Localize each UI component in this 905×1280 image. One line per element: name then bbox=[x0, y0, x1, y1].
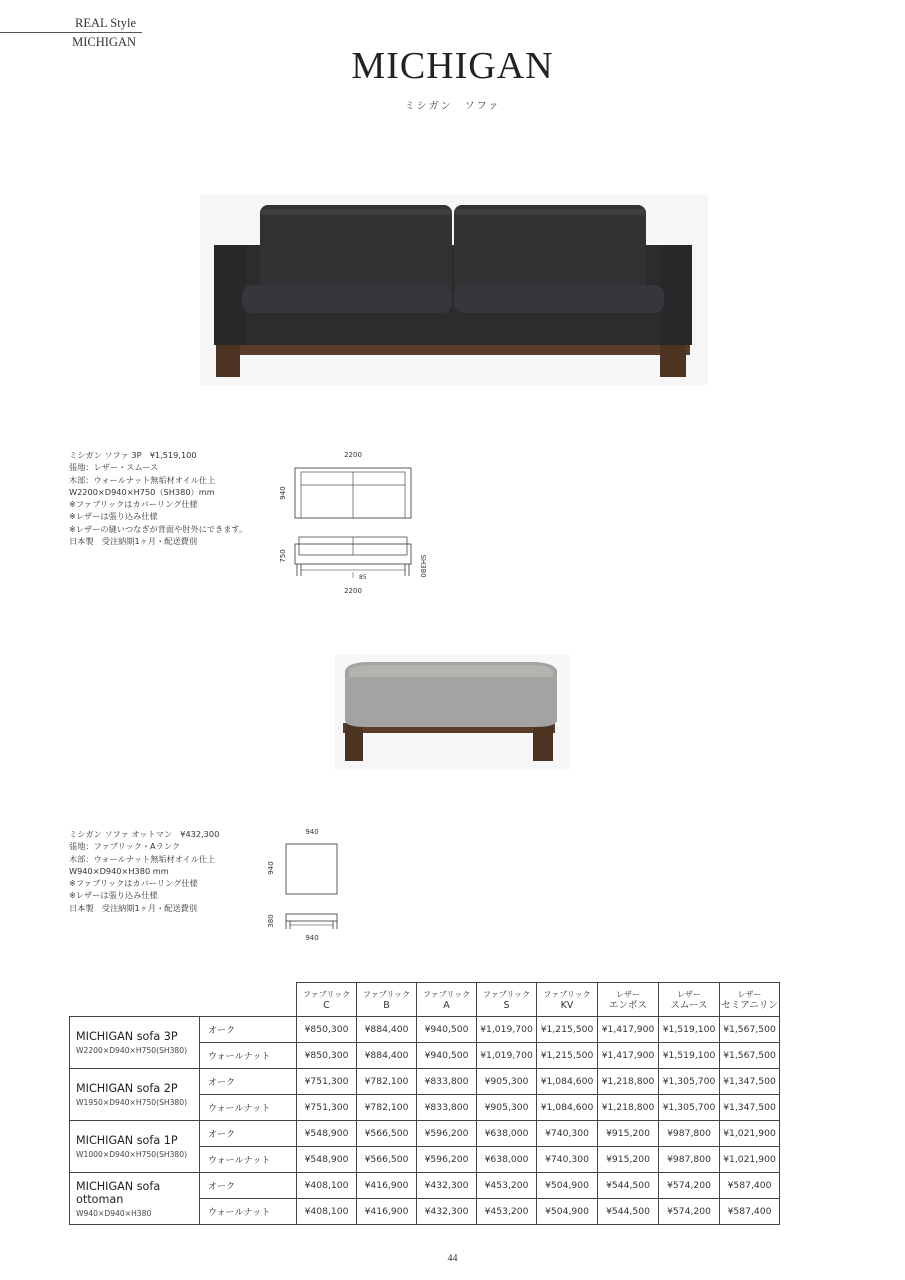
sofa-back-cushion-left bbox=[260, 205, 452, 291]
sofa-top-depth-label: 940 bbox=[279, 486, 287, 500]
wood-type-cell: ウォールナット bbox=[200, 1043, 297, 1069]
price-cell: ¥1,305,700 bbox=[659, 1069, 720, 1095]
price-table bbox=[69, 982, 780, 1225]
price-cell: ¥566,500 bbox=[357, 1147, 417, 1173]
page-title: MICHIGAN bbox=[351, 45, 554, 87]
price-cell: ¥850,300 bbox=[297, 1017, 357, 1043]
price-table-header-row bbox=[70, 983, 780, 1017]
price-cell: ¥1,417,900 bbox=[598, 1017, 659, 1043]
ottoman-top-width-label: 940 bbox=[305, 828, 319, 836]
price-cell: ¥782,100 bbox=[357, 1095, 417, 1121]
price-cell: ¥740,300 bbox=[537, 1121, 598, 1147]
price-cell: ¥566,500 bbox=[357, 1121, 417, 1147]
price-cell: ¥833,800 bbox=[417, 1069, 477, 1095]
price-cell: ¥548,900 bbox=[297, 1147, 357, 1173]
price-cell: ¥1,417,900 bbox=[598, 1043, 659, 1069]
price-cell: ¥1,567,500 bbox=[720, 1043, 780, 1069]
sofa-seat-cushion-left bbox=[242, 285, 452, 313]
ottoman-front-width-label: 940 bbox=[305, 934, 319, 942]
price-cell: ¥1,215,500 bbox=[537, 1017, 598, 1043]
price-cell: ¥1,519,100 bbox=[659, 1017, 720, 1043]
sofa-spec-line: 木部：ウォールナット無垢材オイル仕上 bbox=[69, 474, 216, 485]
price-cell: ¥574,200 bbox=[659, 1173, 720, 1199]
sofa-leg-left bbox=[216, 343, 240, 377]
wood-type-cell: オーク bbox=[200, 1069, 297, 1095]
model-name: MICHIGAN sofa 3P bbox=[76, 1030, 178, 1043]
price-cell: ¥782,100 bbox=[357, 1069, 417, 1095]
model-name: MICHIGAN sofa ottoman bbox=[76, 1179, 161, 1206]
column-header: レザー エンボス bbox=[598, 983, 659, 1017]
model-name: MICHIGAN sofa 1P bbox=[76, 1134, 178, 1147]
sofa-leg-right bbox=[660, 343, 686, 377]
page-subtitle: ミシガン ソファ bbox=[404, 101, 501, 112]
sofa-front-width-label: 2200 bbox=[344, 587, 362, 595]
ottoman-spec-line: ※ファブリックはカバーリング仕様 bbox=[69, 878, 198, 889]
price-cell: ¥596,200 bbox=[417, 1147, 477, 1173]
table-row bbox=[70, 1069, 780, 1095]
brand-line-1: REAL Style bbox=[75, 16, 136, 30]
price-cell: ¥987,800 bbox=[659, 1121, 720, 1147]
price-cell: ¥905,300 bbox=[477, 1069, 537, 1095]
price-cell: ¥1,218,800 bbox=[598, 1095, 659, 1121]
model-size: W2200×D940×H750(SH380) bbox=[76, 1046, 188, 1055]
price-cell: ¥432,300 bbox=[417, 1199, 477, 1225]
price-cell: ¥987,800 bbox=[659, 1147, 720, 1173]
price-cell: ¥1,019,700 bbox=[477, 1017, 537, 1043]
price-cell: ¥408,100 bbox=[297, 1199, 357, 1225]
price-cell: ¥915,200 bbox=[598, 1147, 659, 1173]
brand-divider bbox=[0, 32, 142, 33]
price-cell: ¥1,084,600 bbox=[537, 1095, 598, 1121]
ottoman-spec-line: 張地：ファブリック・Aランク bbox=[69, 841, 181, 852]
price-cell: ¥884,400 bbox=[357, 1043, 417, 1069]
wood-type-cell: ウォールナット bbox=[200, 1147, 297, 1173]
column-header: ファブリック B bbox=[357, 983, 417, 1017]
price-cell: ¥574,200 bbox=[659, 1199, 720, 1225]
sofa-spec-line: 日本製 受注納期1ヶ月・配送費別 bbox=[69, 536, 198, 547]
column-header: レザー スムース bbox=[659, 983, 720, 1017]
wood-type-cell: オーク bbox=[200, 1017, 297, 1043]
price-cell: ¥408,100 bbox=[297, 1173, 357, 1199]
price-cell: ¥504,900 bbox=[537, 1173, 598, 1199]
price-cell: ¥638,000 bbox=[477, 1147, 537, 1173]
ottoman-spec-line: ミシガン ソファ オットマン ¥432,300 bbox=[69, 829, 220, 839]
sofa-top-width-label: 2200 bbox=[344, 451, 362, 459]
model-cell bbox=[70, 1017, 200, 1069]
sofa-seat-height-label: SH380 bbox=[419, 554, 427, 578]
price-cell: ¥432,300 bbox=[417, 1173, 477, 1199]
page-number: 44 bbox=[447, 1253, 458, 1264]
ottoman-leg-left bbox=[345, 725, 363, 761]
column-header: ファブリック C bbox=[297, 983, 357, 1017]
wood-type-cell: ウォールナット bbox=[200, 1199, 297, 1225]
price-cell: ¥587,400 bbox=[720, 1199, 780, 1225]
model-name: MICHIGAN sofa 2P bbox=[76, 1082, 178, 1095]
price-table-corner bbox=[70, 983, 297, 1017]
table-row bbox=[70, 1121, 780, 1147]
price-cell: ¥587,400 bbox=[720, 1173, 780, 1199]
price-cell: ¥1,021,900 bbox=[720, 1147, 780, 1173]
price-cell: ¥504,900 bbox=[537, 1199, 598, 1225]
price-cell: ¥548,900 bbox=[297, 1121, 357, 1147]
wood-type-cell: オーク bbox=[200, 1121, 297, 1147]
ottoman-leg-right bbox=[533, 725, 553, 761]
brand-line-2: MICHIGAN bbox=[72, 35, 136, 49]
price-cell: ¥638,000 bbox=[477, 1121, 537, 1147]
price-cell: ¥915,200 bbox=[598, 1121, 659, 1147]
sofa-drawing bbox=[275, 448, 435, 596]
ottoman-spec-line: ※レザーは張り込み仕様 bbox=[69, 890, 158, 901]
ottoman-front-height-label: 380 bbox=[267, 914, 275, 928]
ottoman-spec-line: 日本製 受注納期1ヶ月・配送費別 bbox=[69, 902, 198, 913]
price-cell: ¥1,567,500 bbox=[720, 1017, 780, 1043]
price-cell: ¥940,500 bbox=[417, 1017, 477, 1043]
price-cell: ¥1,347,500 bbox=[720, 1069, 780, 1095]
price-cell: ¥1,218,800 bbox=[598, 1069, 659, 1095]
sofa-spec bbox=[69, 449, 247, 547]
wood-type-cell: オーク bbox=[200, 1173, 297, 1199]
price-cell: ¥416,900 bbox=[357, 1173, 417, 1199]
model-cell bbox=[70, 1121, 200, 1173]
price-cell: ¥1,305,700 bbox=[659, 1095, 720, 1121]
price-cell: ¥884,400 bbox=[357, 1017, 417, 1043]
price-cell: ¥940,500 bbox=[417, 1043, 477, 1069]
model-size: W940×D940×H380 bbox=[76, 1208, 152, 1218]
sofa-leg-height-label: 85 bbox=[359, 574, 367, 581]
sofa-photo bbox=[200, 195, 708, 385]
price-cell: ¥1,021,900 bbox=[720, 1121, 780, 1147]
sofa-front-height-label: 750 bbox=[279, 549, 287, 563]
price-cell: ¥453,200 bbox=[477, 1199, 537, 1225]
column-header: ファブリック A bbox=[417, 983, 477, 1017]
price-cell: ¥1,084,600 bbox=[537, 1069, 598, 1095]
model-cell bbox=[70, 1069, 200, 1121]
ottoman-top-depth-label: 940 bbox=[267, 861, 275, 875]
price-cell: ¥905,300 bbox=[477, 1095, 537, 1121]
price-cell: ¥833,800 bbox=[417, 1095, 477, 1121]
price-cell: ¥740,300 bbox=[537, 1147, 598, 1173]
price-cell: ¥596,200 bbox=[417, 1121, 477, 1147]
sofa-spec-line: ※レザーの縫いつなぎが背面や肘外にできます。 bbox=[69, 523, 248, 534]
model-cell bbox=[70, 1173, 200, 1225]
ottoman-drawing bbox=[262, 826, 352, 944]
price-cell: ¥751,300 bbox=[297, 1069, 357, 1095]
sofa-spec-line: ※レザーは張り込み仕様 bbox=[69, 511, 158, 522]
sofa-spec-line: W2200×D940×H750（SH380）mm bbox=[69, 486, 215, 497]
sofa-spec-line: ミシガン ソファ 3P ¥1,519,100 bbox=[69, 450, 197, 460]
sofa-back-cushion-right bbox=[454, 205, 646, 291]
ottoman-spec-line: 木部：ウォールナット無垢材オイル仕上 bbox=[69, 853, 216, 864]
price-cell: ¥1,215,500 bbox=[537, 1043, 598, 1069]
ottoman-spec-line: W940×D940×H380 mm bbox=[69, 865, 169, 876]
price-cell: ¥544,500 bbox=[598, 1199, 659, 1225]
column-header: ファブリック KV bbox=[537, 983, 598, 1017]
price-cell: ¥453,200 bbox=[477, 1173, 537, 1199]
table-row bbox=[70, 1173, 780, 1199]
column-header: ファブリック S bbox=[477, 983, 537, 1017]
ottoman-photo bbox=[335, 655, 570, 770]
price-cell: ¥544,500 bbox=[598, 1173, 659, 1199]
model-size: W1950×D940×H750(SH380) bbox=[76, 1098, 188, 1107]
column-header: レザー セミアニリン bbox=[720, 983, 780, 1017]
sofa-spec-line: ※ファブリックはカバーリング仕様 bbox=[69, 499, 198, 510]
price-cell: ¥850,300 bbox=[297, 1043, 357, 1069]
wood-type-cell: ウォールナット bbox=[200, 1095, 297, 1121]
price-cell: ¥751,300 bbox=[297, 1095, 357, 1121]
price-cell: ¥1,019,700 bbox=[477, 1043, 537, 1069]
table-row bbox=[70, 1017, 780, 1043]
sofa-spec-line: 張地：レザー・スムース bbox=[69, 462, 159, 473]
ottoman-spec bbox=[69, 828, 219, 914]
price-cell: ¥1,347,500 bbox=[720, 1095, 780, 1121]
price-cell: ¥416,900 bbox=[357, 1199, 417, 1225]
sofa-seat-cushion-right bbox=[454, 285, 664, 313]
price-cell: ¥1,519,100 bbox=[659, 1043, 720, 1069]
model-size: W1000×D940×H750(SH380) bbox=[76, 1150, 188, 1159]
